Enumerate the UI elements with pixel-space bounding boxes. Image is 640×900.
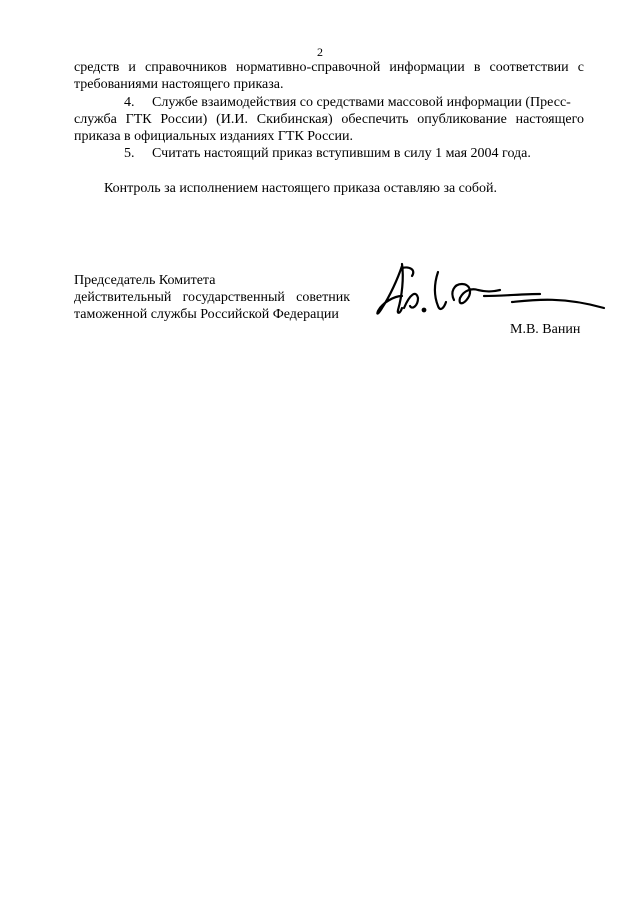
handwritten-signature-icon — [372, 256, 608, 328]
list-item-4-number: 4. — [124, 95, 135, 110]
list-item-4-line-2: служба ГТК России) (И.И. Скибинская) обеспечить опубликование настоящего — [74, 112, 584, 127]
signer-name: М.В. Ванин — [510, 322, 581, 337]
list-item-5-line-1 — [74, 145, 584, 162]
list-item-4 — [74, 94, 584, 145]
list-item-4-line-3: приказа в официальных изданиях ГТК России. — [74, 129, 354, 144]
signatory-title-line-3: таможенной службы Российской Федерации — [74, 307, 339, 322]
control-statement: Контроль за исполнением настоящего приказа оставляю за собой. — [104, 181, 498, 196]
signatory-title-line-2: действительный государственный советник — [74, 290, 350, 305]
list-item-5 — [74, 145, 584, 162]
list-item-4-line-1 — [74, 94, 584, 111]
continued-paragraph-line-1: средств и справочников нормативно-справочной информации в соответствии с — [74, 60, 584, 75]
list-item-4-text-1: Службе взаимодействия со средствами массовой информации (Пресс- — [152, 95, 571, 110]
page-number: 2 — [317, 45, 323, 59]
signatory-title-block — [74, 272, 350, 323]
list-item-5-text-1: Считать настоящий приказ вступившим в силу 1 мая 2004 года. — [152, 146, 531, 161]
continued-paragraph — [74, 59, 584, 93]
continued-paragraph-line-2: требованиями настоящего приказа. — [74, 77, 284, 92]
signatory-title-line-1: Председатель Комитета — [74, 273, 216, 288]
list-item-5-number: 5. — [124, 146, 135, 161]
